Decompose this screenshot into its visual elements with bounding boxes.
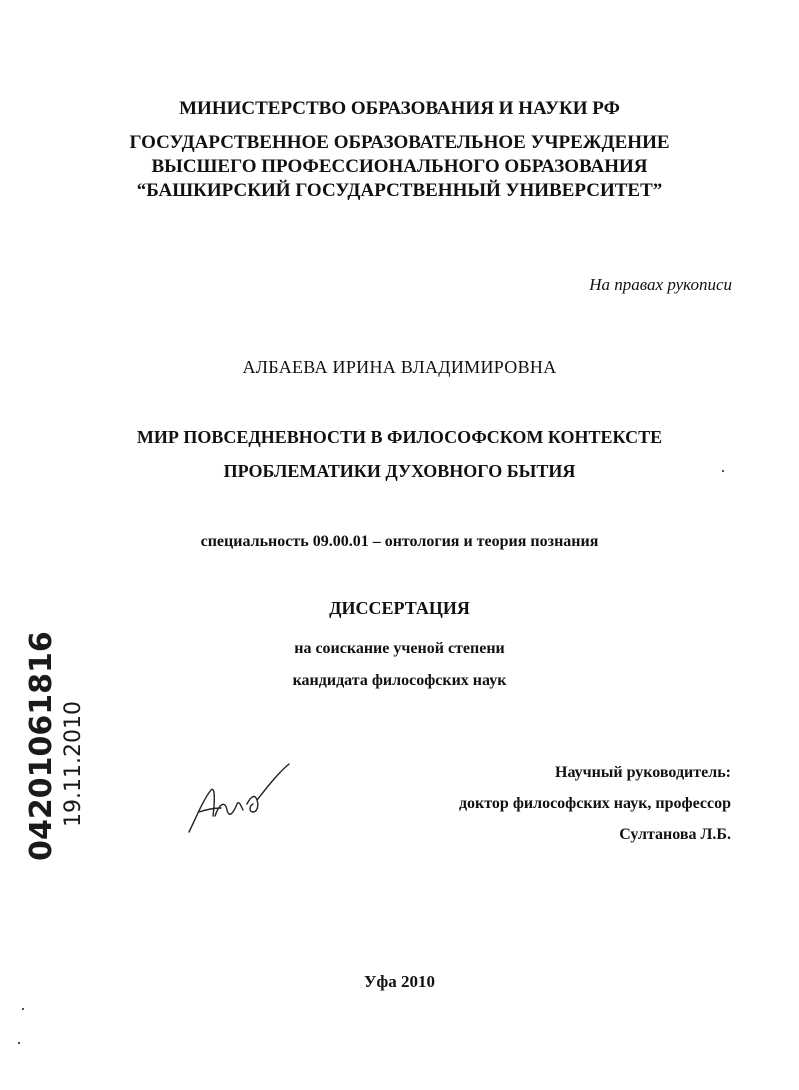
manuscript-note: На правах рукописи — [589, 275, 732, 294]
degree-line: на соискание ученой степени — [294, 640, 505, 657]
handwritten-signature — [185, 760, 295, 840]
library-stamp-date: 19.11.2010 — [61, 701, 86, 827]
degree-line: кандидата философских наук — [292, 672, 507, 689]
supervisor-name: Султанова Л.Б. — [619, 826, 731, 843]
scan-speck — [22, 1008, 24, 1010]
scan-speck — [18, 1042, 20, 1044]
library-stamp-code: 04201061816 — [24, 631, 59, 861]
title-line: ПРОБЛЕМАТИКИ ДУХОВНОГО БЫТИЯ — [223, 461, 576, 481]
ministry-heading: МИНИСТЕРСТВО ОБРАЗОВАНИЯ И НАУКИ РФ — [179, 98, 620, 119]
supervisor-block — [351, 757, 731, 850]
institution-block — [0, 131, 799, 203]
institution-line: ВЫСШЕГО ПРОФЕССИОНАЛЬНОГО ОБРАЗОВАНИЯ — [151, 156, 648, 177]
city-year: Уфа 2010 — [364, 972, 435, 991]
author-name: АЛБАЕВА ИРИНА ВЛАДИМИРОВНА — [242, 357, 557, 377]
scan-speck — [722, 470, 724, 472]
dissertation-title — [0, 420, 799, 488]
supervisor-degree: доктор философских наук, профессор — [458, 795, 731, 812]
supervisor-label: Научный руководитель: — [555, 764, 731, 781]
degree-block — [0, 633, 799, 697]
specialty: специальность 09.00.01 – онтология и теория познания — [200, 533, 599, 550]
institution-line: “БАШКИРСКИЙ ГОСУДАРСТВЕННЫЙ УНИВЕРСИТЕТ” — [136, 180, 663, 201]
title-line: МИР ПОВСЕДНЕВНОСТИ В ФИЛОСОФСКОМ КОНТЕКСТЕ — [136, 427, 663, 447]
dissertation-heading: ДИССЕРТАЦИЯ — [329, 598, 470, 618]
institution-line: ГОСУДАРСТВЕННОЕ ОБРАЗОВАТЕЛЬНОЕ УЧРЕЖДЕНИЕ — [129, 132, 670, 153]
